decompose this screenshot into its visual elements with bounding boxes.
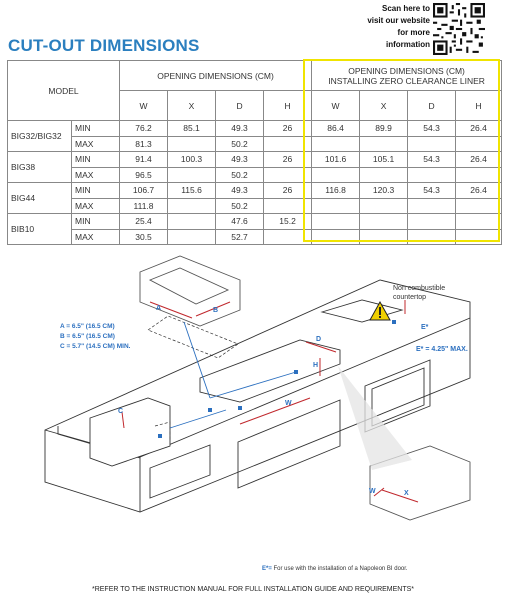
value-cell: 49.3 [216,152,264,168]
value-cell: 50.2 [216,167,264,183]
label-x: X [404,490,409,497]
label-w2: W [369,488,376,495]
scan-text: Scan here to visit our website for more information [367,4,430,49]
model-cell: BIG32/BIG32 [8,121,72,152]
value-cell: 111.8 [120,198,168,214]
value-cell: 86.4 [312,121,360,137]
marker [392,320,396,324]
label-w: W [285,400,292,407]
column-header: H [264,91,312,121]
value-cell [456,136,502,152]
value-cell: 50.2 [216,136,264,152]
side-burner-cutout [90,398,170,466]
value-cell [312,214,360,230]
value-cell [312,229,360,245]
table-row [8,121,502,137]
dimension-legend: A = 6.5" (16.5 CM) B = 6.5" (16.5 CM) C = 5.7" (14.5 CM) MIN. [60,323,131,350]
value-cell [408,229,456,245]
e-star-label: E* [421,324,429,331]
value-cell [456,167,502,183]
lower-door-center [238,400,340,488]
column-header: H [456,91,502,121]
value-cell [264,136,312,152]
value-cell: 106.7 [120,183,168,199]
table-row [8,152,502,168]
value-cell [360,229,408,245]
label-c: C [118,408,124,415]
value-cell [360,214,408,230]
value-cell: 26.4 [456,152,502,168]
page-title: CUT-OUT DIMENSIONS [8,36,200,55]
column-header: X [168,91,216,121]
value-cell [408,167,456,183]
value-cell: 52.7 [216,229,264,245]
value-cell: 91.4 [120,152,168,168]
instructions-footer: *REFER TO THE INSTRUCTION MANUAL FOR FULL INSTALLATION GUIDE AND REQUIREMENTS* [91,586,415,593]
value-cell [312,167,360,183]
value-cell: 50.2 [216,198,264,214]
value-cell [360,198,408,214]
value-cell: 54.3 [408,183,456,199]
value-cell [312,136,360,152]
e-footnote: E*= For use with the installation of a Napoleon BI door. [262,566,408,572]
marker [208,408,212,412]
value-cell: 54.3 [408,121,456,137]
marker [238,406,242,410]
label-h: H [313,362,319,369]
value-cell [168,198,216,214]
value-cell: 85.1 [168,121,216,137]
value-cell: 30.5 [120,229,168,245]
leader-line [184,322,210,398]
table-row [8,229,502,245]
qr-code-icon[interactable] [433,3,485,55]
leader-line [170,410,226,428]
table-row [8,167,502,183]
value-cell [264,229,312,245]
column-header: W [120,91,168,121]
value-cell: 15.2 [264,214,312,230]
value-cell [168,229,216,245]
value-cell [456,198,502,214]
value-cell [456,229,502,245]
table-row [8,136,502,152]
e-max-label: E* = 4.25" MAX. [416,346,468,353]
value-cell: 76.2 [120,121,168,137]
model-cell: BIG38 [8,152,72,183]
column-header: X [360,91,408,121]
marker [294,370,298,374]
value-cell: 105.1 [360,152,408,168]
marker [158,434,162,438]
group1-header: OPENING DIMENSIONS (CM) [120,61,312,91]
value-cell: 89.9 [360,121,408,137]
type-cell: MIN [72,121,120,137]
label-a: A [156,305,162,312]
value-cell: 26 [264,183,312,199]
column-header: D [408,91,456,121]
value-cell [456,214,502,230]
value-cell: 49.3 [216,121,264,137]
type-cell: MAX [72,136,120,152]
value-cell: 26 [264,121,312,137]
value-cell [168,167,216,183]
value-cell [408,214,456,230]
table-row [8,183,502,199]
sink-cutout [322,300,402,322]
value-cell [360,167,408,183]
value-cell: 115.6 [168,183,216,199]
type-cell: MIN [72,183,120,199]
value-cell: 54.3 [408,152,456,168]
value-cell: 101.6 [312,152,360,168]
value-cell [360,136,408,152]
lower-door [150,445,210,498]
label-d: D [316,336,322,343]
type-cell: MAX [72,167,120,183]
model-cell: BIG44 [8,183,72,214]
dimensions-table [7,60,502,245]
table-row [8,214,502,230]
model-cell: BIB10 [8,214,72,245]
value-cell [264,198,312,214]
value-cell: 49.3 [216,183,264,199]
value-cell: 26.4 [456,183,502,199]
value-cell [168,214,216,230]
value-cell: 47.6 [216,214,264,230]
type-cell: MAX [72,229,120,245]
non-combustible-label: Non combustible countertop [393,285,446,301]
type-cell: MIN [72,214,120,230]
value-cell: 116.8 [312,183,360,199]
grill-cutout [200,340,340,402]
value-cell [408,136,456,152]
model-header: MODEL [8,61,120,121]
value-cell [168,136,216,152]
value-cell [264,167,312,183]
value-cell: 25.4 [120,214,168,230]
group2-header: OPENING DIMENSIONS (CM) INSTALLING ZERO CLEARANCE LINER [312,61,502,91]
column-header: W [312,91,360,121]
value-cell: 26 [264,152,312,168]
value-cell: 81.3 [120,136,168,152]
value-cell: 96.5 [120,167,168,183]
type-cell: MIN [72,152,120,168]
value-cell: 120.3 [360,183,408,199]
dim-w [240,398,310,424]
column-header: D [216,91,264,121]
type-cell: MAX [72,198,120,214]
value-cell [408,198,456,214]
label-b: B [213,307,219,314]
value-cell: 100.3 [168,152,216,168]
table-row [8,198,502,214]
value-cell: 26.4 [456,121,502,137]
value-cell [312,198,360,214]
